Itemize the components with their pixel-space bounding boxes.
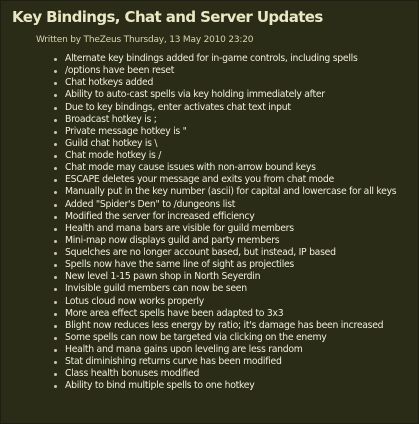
bullet-icon — [54, 167, 57, 170]
list-item — [52, 259, 414, 271]
list-item-text: Squelches are no longer account based, but instead, IP based — [65, 247, 336, 258]
list-item-text: Class health bonuses modified — [65, 368, 200, 380]
list-item — [52, 283, 414, 295]
bullet-icon — [54, 325, 57, 328]
bullet-icon — [54, 349, 57, 352]
bullet-icon — [54, 107, 57, 110]
bullet-icon — [54, 373, 57, 376]
bullet-icon — [54, 58, 57, 61]
list-item — [52, 344, 414, 356]
list-item-text: New level 1-15 pawn shop in North Seyerdin — [65, 271, 261, 283]
bullet-icon — [54, 94, 57, 97]
list-item-text: Guild chat hotkey is \ — [65, 137, 158, 149]
list-item-text: Modified the server for increased efficiency — [65, 210, 255, 222]
list-item — [52, 174, 414, 186]
bullet-icon — [54, 216, 57, 219]
list-item — [52, 308, 414, 320]
list-item — [52, 89, 414, 101]
list-item — [52, 102, 414, 114]
bullet-icon — [54, 179, 57, 182]
list-item — [52, 77, 414, 89]
list-item — [52, 211, 414, 223]
list-item — [52, 235, 414, 247]
list-item — [52, 380, 414, 392]
list-item-text: /options have been reset — [65, 65, 175, 77]
list-item-text: Added "Spider's Den" to /dungeons list — [65, 198, 236, 210]
list-item-text: Invisible guild members can now be seen — [65, 283, 247, 295]
bullet-icon — [54, 204, 57, 207]
list-item — [52, 356, 414, 368]
post-byline: Written by TheZeus Thursday, 13 May 2010 23:20 — [36, 35, 254, 45]
list-item-text: Chat mode may cause issues with non-arrow bound keys — [65, 162, 316, 174]
list-item — [52, 332, 414, 344]
bullet-icon — [54, 288, 57, 291]
list-item-text: Lotus cloud now works properly — [65, 295, 204, 307]
bullet-icon — [54, 143, 57, 146]
bullet-icon — [54, 361, 57, 364]
list-item — [52, 199, 414, 211]
list-item — [52, 114, 414, 126]
bullet-icon — [54, 70, 57, 73]
bullet-icon — [54, 385, 57, 388]
bullet-icon — [54, 264, 57, 267]
post-title: Key Bindings, Chat and Server Updates — [12, 8, 323, 26]
list-item-text: Mini-map now displays guild and party members — [65, 234, 280, 246]
list-item-text: Chat hotkeys added — [65, 77, 154, 89]
list-item-text: Manually put in the key number (ascii) for capital and lowercase for all keys — [65, 186, 397, 198]
list-item-text: Spells now have the same line of sight as projectiles — [65, 259, 294, 271]
list-item — [52, 368, 414, 380]
bullet-icon — [54, 119, 57, 122]
list-item — [52, 162, 414, 174]
list-item-text: Ability to auto-cast spells via key holding immediately after — [65, 89, 325, 101]
list-item-text: Broadcast hotkey is ; — [65, 113, 157, 125]
list-item-text: ESCAPE deletes your message and exits you from chat mode — [65, 174, 334, 186]
bullet-icon — [54, 82, 57, 85]
bullet-icon — [54, 301, 57, 304]
list-item — [52, 150, 414, 162]
list-item — [52, 247, 414, 259]
bullet-icon — [54, 337, 57, 340]
list-item — [52, 53, 414, 65]
bullet-icon — [54, 276, 57, 279]
list-item — [52, 186, 414, 198]
bullet-icon — [54, 240, 57, 243]
list-item — [52, 296, 414, 308]
bullet-icon — [54, 313, 57, 316]
list-item — [52, 138, 414, 150]
list-item-text: Blight now reduces less energy by ratio; it's damage has been increased — [65, 319, 384, 331]
list-item-text: Ability to bind multiple spells to one hotkey — [65, 380, 255, 392]
list-item-text: Chat mode hotkey is / — [65, 150, 162, 161]
list-item — [52, 65, 414, 77]
list-item-text: Due to key bindings, enter activates chat text input — [65, 101, 291, 113]
bullet-icon — [54, 228, 57, 231]
list-item — [52, 320, 414, 332]
list-item-text: Stat diminishing returns curve has been modified — [65, 356, 282, 368]
list-item-text: Alternate key bindings added for in-game controls, including spells — [65, 53, 358, 64]
bullet-icon — [54, 155, 57, 158]
list-item — [52, 126, 414, 138]
list-item-text: Health and mana bars are visible for guild members — [65, 222, 294, 234]
bullet-icon — [54, 252, 57, 255]
list-item-text: Private message hotkey is " — [65, 125, 187, 137]
list-item-text: Some spells can now be targeted via clicking on the enemy — [65, 331, 327, 343]
list-item — [52, 271, 414, 283]
list-item — [52, 223, 414, 235]
list-item-text: Health and mana gains upon leveling are less random — [65, 344, 303, 355]
update-list — [52, 53, 414, 393]
bullet-icon — [54, 131, 57, 134]
list-item-text: More area effect spells have been adapted to 3x3 — [65, 307, 284, 319]
bullet-icon — [54, 191, 57, 194]
